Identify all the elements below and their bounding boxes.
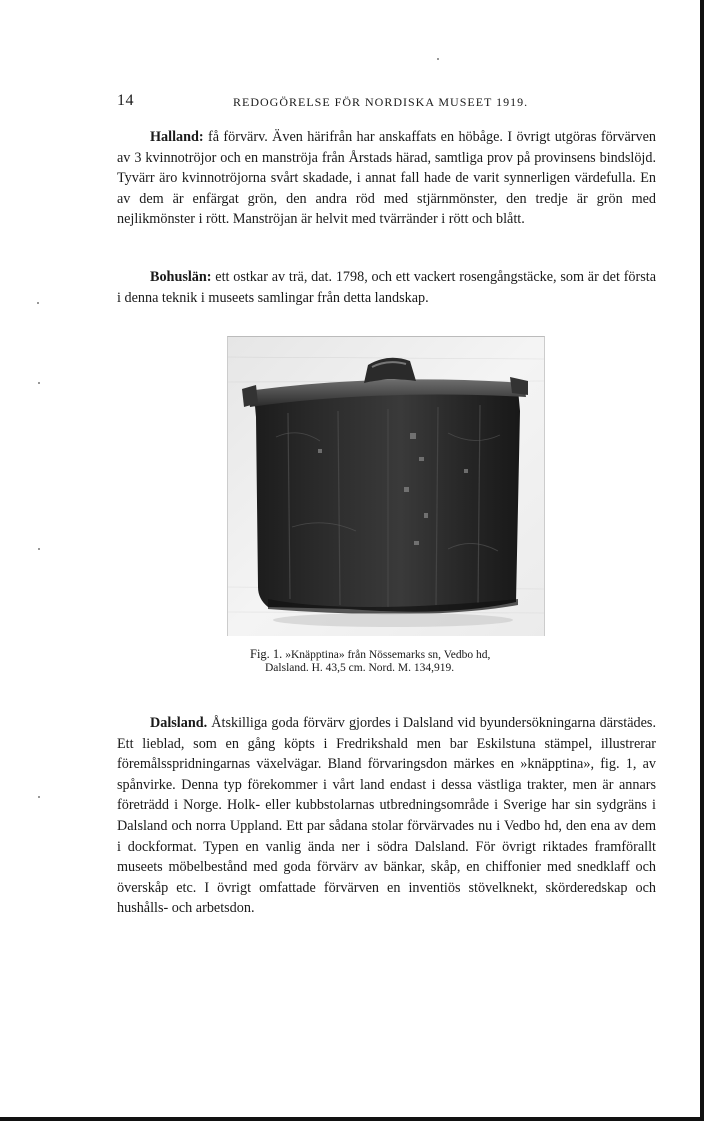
paragraph-dalsland	[117, 713, 656, 919]
scan-border-bottom	[0, 1117, 704, 1121]
figure-caption	[250, 648, 550, 675]
caption-line-1: »Knäpptina» från Nössemarks sn, Vedbo hd,	[285, 649, 491, 661]
section-lead-dalsland: Dalsland.	[150, 715, 208, 731]
paragraph-text-halland: få förvärv. Även härifrån har anskaffats en höbåge. I övrigt utgöras förvärven av 3 kvinnotröjor och en manströja från Årstads härad, samtliga prov på provinsens bindslöjd. Tyvärr äro kvinnotröjorna svårt skadade, i annat fall hade de varit synnerligen värdefulla. En av dem är enfärgat grön, den andra röd med stjärnmönster, den tredje är grön med nejlikmönster i rött. Manströjan är helvit med tvärränder i rött och blått.	[117, 129, 656, 228]
paragraph-bohuslan	[117, 267, 656, 308]
figure-label: Fig. 1.	[250, 647, 283, 661]
figure-photo-knapptina	[227, 336, 545, 636]
paragraph-text-bohuslan: ett ostkar av trä, dat. 1798, och ett vackert rosengångstäcke, som är det första i denna teknik i museets samlingar från detta landskap.	[117, 269, 656, 306]
page-number: 14	[117, 92, 134, 109]
scan-speck	[38, 548, 40, 550]
scan-speck	[38, 796, 40, 798]
caption-line-2: Dalsland. H. 43,5 cm. Nord. M. 134,919.	[265, 662, 455, 674]
section-lead-halland: Halland:	[150, 129, 204, 145]
running-title: REDOGÖRELSE FÖR NORDISKA MUSEET 1919.	[233, 95, 529, 109]
paragraph-text-dalsland: Åtskilliga goda förvärv gjordes i Dalsland vid byundersökningarna därstädes. Ett lieblad, som en gång köpts i Fredrikshald men bar Eskilstuna stämpel, illustrerar föremålsspridningarnas växelvägar. Bland förvaringsdon märkes en »knäpptina», fig. 1, av spånvirke. Denna typ förekommer i vårt land endast i dessa västliga trakter, men är annars företrädd i Norge. Holk- eller kubbstolarnas utbredningsområde i Sverige har sin sydgräns i Dalsland och norra Uppland. Ett par sådana stolar förvärvades nu i Vedbo hd, den ena av dem i dockformat. Typen en vanlig ända ner i södra Dalsland. För övrigt riktades framförallt museets möbelbestånd med goda förvärv av bänkar, skåp, en chiffonier med snedklaff och överskåp etc. I övrigt omfattade förvärven en inventiös stövelknekt, skörderedskap och hushålls- och arbetsdon.	[117, 715, 656, 917]
scan-border-right	[700, 0, 704, 1121]
page-header	[117, 92, 657, 112]
knapptina-box-illustration	[228, 337, 544, 636]
scan-speck	[38, 382, 40, 384]
paragraph-halland	[117, 127, 656, 230]
section-lead-bohuslan: Bohuslän:	[150, 269, 212, 285]
scan-speck	[437, 58, 439, 60]
scan-speck	[37, 302, 39, 304]
